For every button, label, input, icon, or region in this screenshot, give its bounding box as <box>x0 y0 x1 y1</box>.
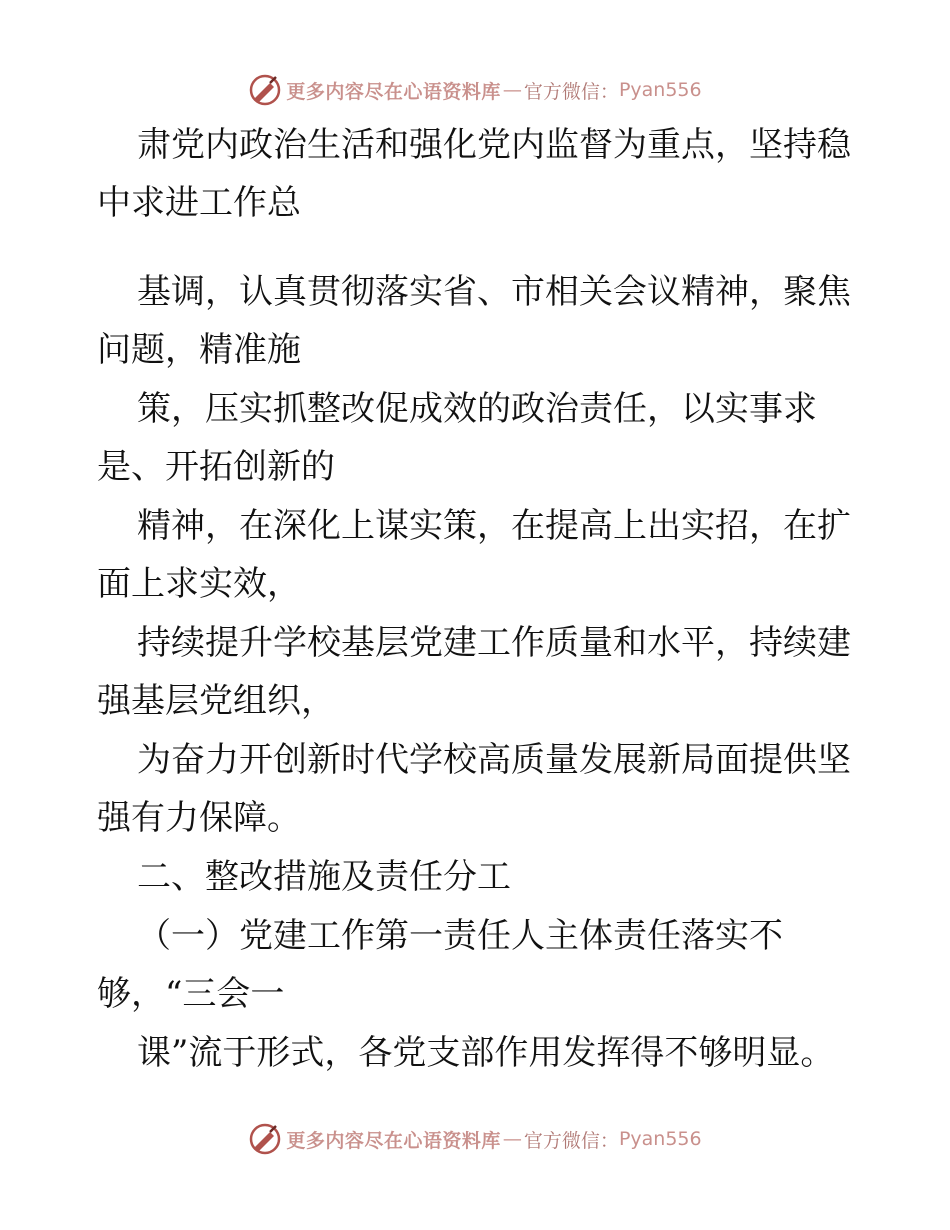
header-watermark <box>0 70 950 110</box>
paragraph-line: 课”流于形式，各党支部作用发挥得不够明显。 <box>137 1033 835 1073</box>
paragraph-line: 够，“三会一 <box>97 974 285 1014</box>
header-promo-text: 更多内容尽在心语资料库 <box>286 80 501 103</box>
pen-logo-icon <box>248 1122 282 1156</box>
paragraph-line: 问题，精准施 <box>97 330 301 370</box>
footer-dash: — <box>502 1128 522 1150</box>
footer-promo-text: 更多内容尽在心语资料库 <box>286 1129 501 1152</box>
paragraph-line: 为奋力开创新时代学校高质量发展新局面提供坚 <box>137 740 851 780</box>
paragraph-line: 持续提升学校基层党建工作质量和水平，持续建 <box>137 623 851 663</box>
paragraph-line: 策，压实抓整改促成效的政治责任，以实事求 <box>137 389 817 429</box>
subsection-heading: （一）党建工作第一责任人主体责任落实不 <box>137 916 783 956</box>
footer-wechat-label: 官方微信： <box>523 1129 619 1152</box>
paragraph-line: 强有力保障。 <box>97 798 301 838</box>
paragraph-line: 强基层党组织， <box>97 681 335 721</box>
paragraph-line: 精神，在深化上谋实策，在提高上出实招，在扩 <box>137 506 851 546</box>
header-dash: — <box>502 79 522 101</box>
paragraph-line: 基调，认真贯彻落实省、市相关会议精神，聚焦 <box>137 272 851 312</box>
paragraph-line: 肃党内政治生活和强化党内监督为重点，坚持稳 <box>137 125 851 165</box>
paragraph-line: 中求进工作总 <box>97 183 301 223</box>
header-wechat-account: Pyan556 <box>618 79 702 101</box>
document-body <box>97 120 887 1073</box>
footer-watermark <box>0 1119 950 1159</box>
pen-logo-icon <box>248 73 282 107</box>
header-wechat-label: 官方微信： <box>523 80 619 103</box>
paragraph-line: 是、开拓创新的 <box>97 447 335 487</box>
section-heading: 二、整改措施及责任分工 <box>137 857 511 897</box>
paragraph-line: 面上求实效， <box>97 564 301 604</box>
footer-wechat-account: Pyan556 <box>618 1128 702 1150</box>
